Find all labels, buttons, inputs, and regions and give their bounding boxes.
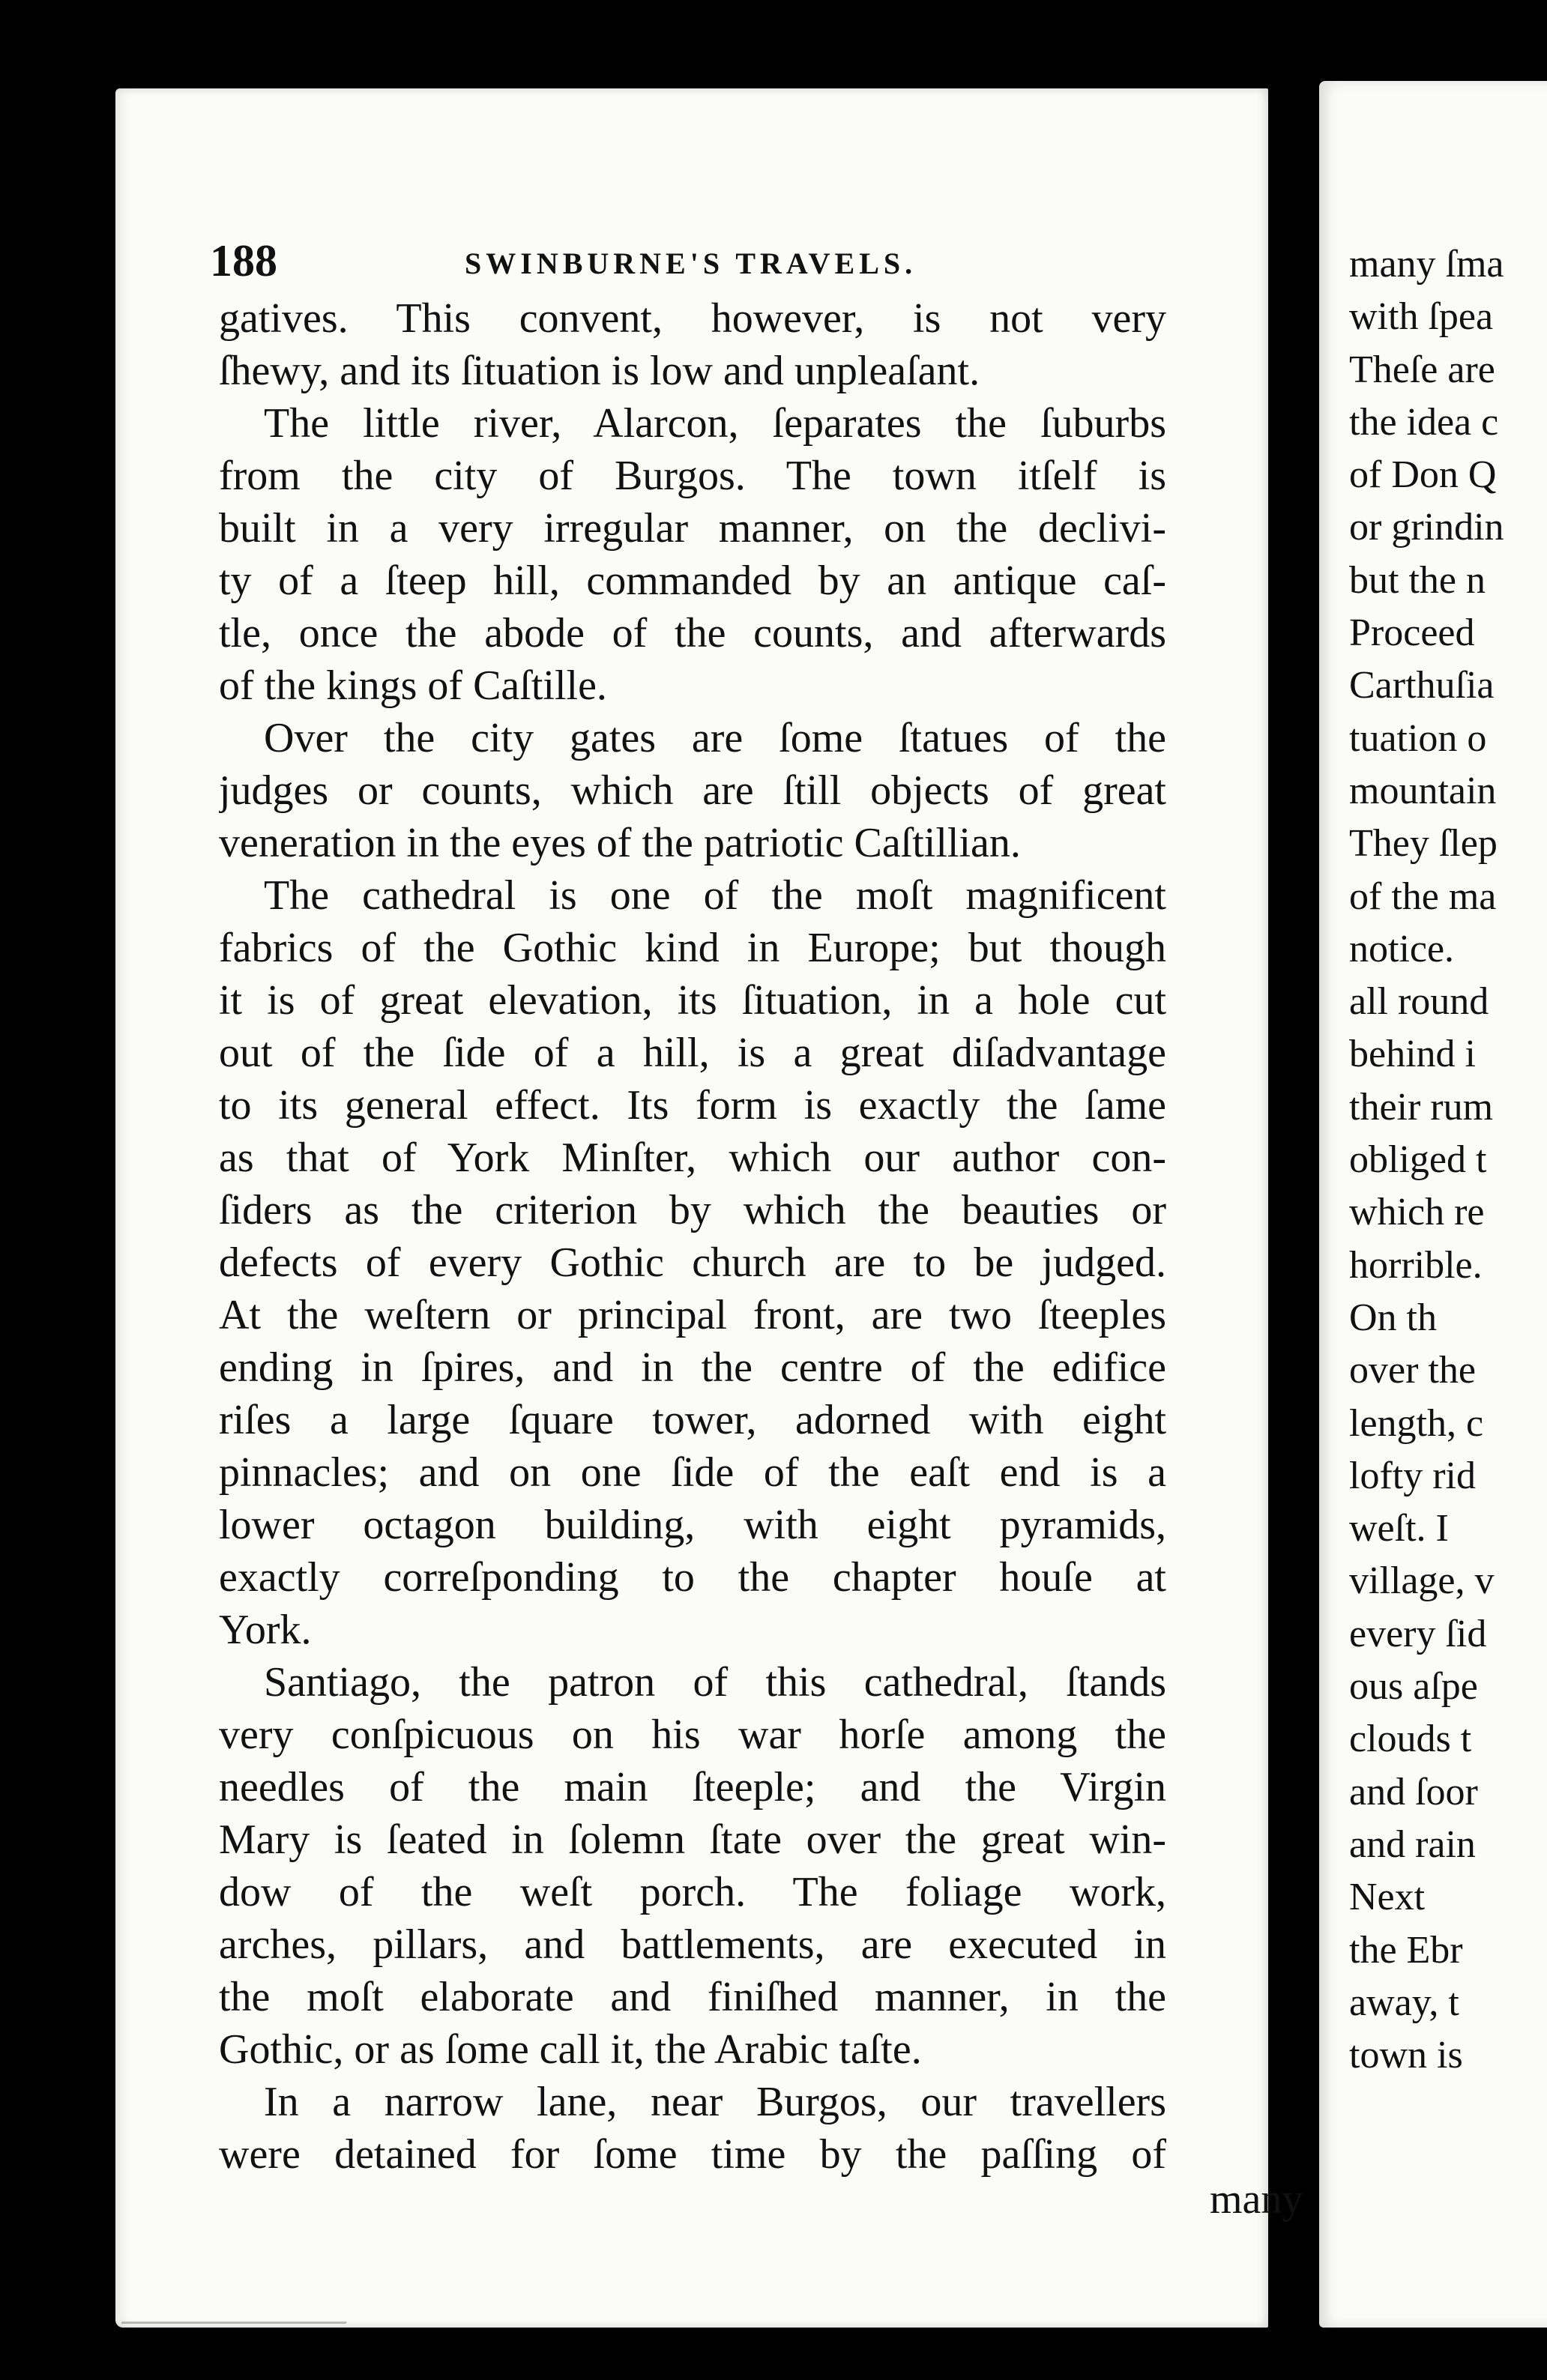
text-line: out of the ſide of a hill, is a great diſadvantage bbox=[219, 1030, 1166, 1076]
edge-line: They ſlep bbox=[1349, 822, 1498, 866]
edge-line: weſt. I bbox=[1349, 1507, 1449, 1550]
text-line: very conſpicuous on his war horſe among the bbox=[219, 1712, 1166, 1758]
edge-line: Theſe are bbox=[1349, 348, 1495, 391]
text-line: dow of the weſt porch. The foliage work, bbox=[219, 1869, 1166, 1915]
page-number: 188 bbox=[210, 236, 277, 286]
edge-line: length, c bbox=[1349, 1401, 1484, 1445]
edge-line: ous aſpe bbox=[1349, 1665, 1478, 1709]
book-page-right-edge bbox=[1319, 81, 1547, 2328]
edge-line: of Don Q bbox=[1349, 453, 1497, 497]
edge-line: and rain bbox=[1349, 1822, 1476, 1866]
edge-line: On th bbox=[1349, 1296, 1437, 1339]
edge-line: behind i bbox=[1349, 1033, 1476, 1076]
edge-line: but the n bbox=[1349, 558, 1486, 602]
text-line: Santiago, the patron of this cathedral, ſtands bbox=[264, 1659, 1166, 1706]
text-line: riſes a large ſquare tower, adorned with eight bbox=[219, 1397, 1166, 1443]
text-line: The little river, Alarcon, ſeparates the ſuburbs bbox=[264, 400, 1166, 447]
text-line: fabrics of the Gothic kind in Europe; but though bbox=[219, 925, 1166, 971]
edge-line: horrible. bbox=[1349, 1243, 1483, 1287]
text-line: In a narrow lane, near Burgos, our travellers bbox=[264, 2079, 1166, 2125]
text-line: ending in ſpires, and in the centre of the edifice bbox=[219, 1344, 1166, 1391]
catchword: many bbox=[1210, 2176, 1303, 2223]
edge-line: mountain bbox=[1349, 769, 1497, 812]
text-line: from the city of Burgos. The town itſelf is bbox=[219, 453, 1166, 499]
text-line: needles of the main ſteeple; and the Virgin bbox=[219, 1764, 1166, 1810]
edge-line: village, v bbox=[1349, 1559, 1495, 1603]
edge-line: away, t bbox=[1349, 1981, 1459, 2024]
edge-line: every ſid bbox=[1349, 1612, 1487, 1655]
text-line: the moſt elaborate and finiſhed manner, in the bbox=[219, 1974, 1166, 2020]
text-line: lower octagon building, with eight pyramids, bbox=[219, 1502, 1166, 1548]
page-curl-mark bbox=[121, 2232, 380, 2324]
edge-line: and ſoor bbox=[1349, 1770, 1478, 1813]
edge-line: all round bbox=[1349, 980, 1489, 1024]
edge-line: lofty rid bbox=[1349, 1454, 1476, 1497]
text-line: were detained for ſome time by the paſſing of bbox=[219, 2131, 1166, 2178]
text-line: it is of great elevation, its ſituation, in a hole cut bbox=[219, 977, 1166, 1024]
edge-line: clouds t bbox=[1349, 1718, 1472, 1761]
text-line: Over the city gates are ſome ſtatues of the bbox=[264, 715, 1166, 761]
text-line: of the kings of Caſtille. bbox=[219, 662, 607, 709]
text-line: ty of a ſteep hill, commanded by an antique caſ- bbox=[219, 558, 1166, 604]
book-page-left bbox=[115, 88, 1303, 2328]
text-line: ſiders as the criterion by which the beauties or bbox=[219, 1187, 1166, 1233]
edge-line: obliged t bbox=[1349, 1138, 1487, 1182]
edge-line: Next bbox=[1349, 1876, 1426, 1919]
edge-line: town is bbox=[1349, 2034, 1463, 2077]
edge-line: over the bbox=[1349, 1349, 1476, 1392]
text-line: At the weſtern or principal front, are two ſteeples bbox=[219, 1292, 1166, 1338]
edge-line: or grindin bbox=[1349, 506, 1504, 549]
text-line: gatives. This convent, however, is not very bbox=[219, 295, 1166, 342]
text-line: ſhewy, and its ſituation is low and unpleaſant. bbox=[219, 348, 980, 394]
text-line: arches, pillars, and battlements, are executed in bbox=[219, 1921, 1166, 1968]
edge-line: the idea c bbox=[1349, 400, 1499, 444]
text-line: to its general effect. Its form is exactly the ſame bbox=[219, 1082, 1166, 1129]
adjacent-page-text bbox=[1349, 238, 1547, 2082]
edge-line: which re bbox=[1349, 1191, 1485, 1234]
edge-line: the Ebr bbox=[1349, 1928, 1463, 1972]
edge-line: with ſpea bbox=[1349, 295, 1494, 339]
text-line: pinnacles; and on one ſide of the eaſt end is a bbox=[219, 1449, 1166, 1496]
text-line: built in a very irregular manner, on the declivi- bbox=[219, 505, 1166, 552]
edge-line: tuation o bbox=[1349, 716, 1487, 760]
edge-line: notice. bbox=[1349, 927, 1455, 970]
edge-line: many ſma bbox=[1349, 243, 1504, 286]
text-line: as that of York Minſter, which our author con- bbox=[219, 1135, 1166, 1181]
edge-line: Proceed bbox=[1349, 611, 1475, 655]
edge-line: of the ma bbox=[1349, 875, 1497, 918]
text-line: exactly correſponding to the chapter houſe at bbox=[219, 1554, 1166, 1601]
text-line: judges or counts, which are ſtill objects of great bbox=[219, 767, 1166, 814]
text-line: Mary is ſeated in ſolemn ſtate over the great win- bbox=[219, 1816, 1166, 1863]
text-line: defects of every Gothic church are to be judged. bbox=[219, 1239, 1166, 1286]
text-line: tle, once the abode of the counts, and afterwards bbox=[219, 610, 1166, 656]
text-line: veneration in the eyes of the patriotic Caſtillian. bbox=[219, 820, 1021, 866]
running-head: SWINBURNE'S TRAVELS. bbox=[465, 247, 917, 280]
edge-line: their rum bbox=[1349, 1085, 1494, 1129]
text-line: York. bbox=[219, 1607, 312, 1653]
text-line: Gothic, or as ſome call it, the Arabic taſte. bbox=[219, 2026, 922, 2073]
text-line: The cathedral is one of the moſt magnificent bbox=[264, 872, 1166, 919]
edge-line: Carthuſia bbox=[1349, 664, 1495, 707]
page-header bbox=[210, 231, 1132, 291]
body-text bbox=[219, 292, 1166, 2181]
